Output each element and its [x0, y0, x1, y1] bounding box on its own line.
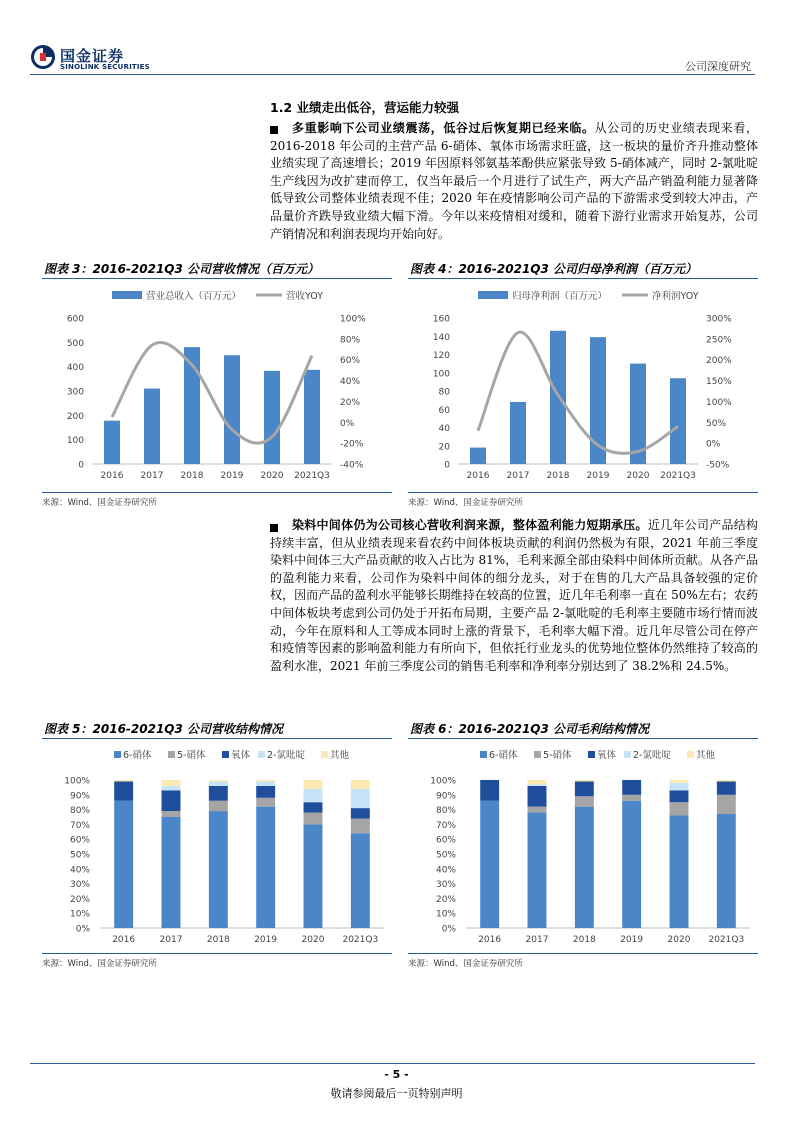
y-left-tick-label: 20: [438, 442, 450, 453]
y-tick-label: 0%: [75, 924, 90, 935]
y-tick-label: 0%: [441, 924, 456, 935]
bar-segment-2016: [114, 780, 133, 781]
legend-swatch: [588, 751, 595, 758]
y-left-tick-label: 600: [66, 314, 84, 325]
y-tick-label: 90%: [435, 791, 456, 802]
legend-label: 6-硝体: [123, 750, 152, 761]
figure-3-source: 来源：Wind、国金证券研究所: [42, 492, 392, 508]
bar-segment-2017: [528, 784, 547, 785]
y-tick-label: 20%: [435, 894, 456, 905]
x-tick-label: 2020: [301, 935, 325, 945]
x-tick-label: 2021Q3: [294, 471, 330, 481]
legend-label: 6-硝体: [489, 750, 518, 761]
figure-4-chart: [408, 282, 758, 490]
x-tick-label: 2019: [586, 471, 610, 481]
bar-segment-2018: [575, 807, 594, 928]
bar-segment-2021Q3: [351, 818, 370, 833]
y-tick-label: 30%: [69, 880, 90, 891]
y-right-tick-label: 0%: [340, 418, 355, 429]
y-right-tick-label: 250%: [706, 335, 732, 346]
bar-2021Q3: [670, 378, 686, 464]
bar-segment-2020: [304, 813, 323, 825]
x-tick-label: 2016: [478, 935, 502, 945]
y-tick-label: 50%: [435, 850, 456, 861]
x-tick-label: 2020: [667, 935, 691, 945]
x-tick-label: 2016: [466, 471, 490, 481]
y-left-tick-label: 100: [66, 436, 84, 447]
paragraph-structure: [270, 517, 758, 675]
y-tick-label: 100%: [430, 776, 456, 787]
x-tick-label: 2021Q3: [708, 935, 745, 945]
y-right-tick-label: 150%: [706, 377, 732, 388]
footer-divider: [30, 1063, 755, 1064]
x-tick-label: 2017: [140, 471, 164, 481]
bar-segment-2021Q3: [717, 814, 736, 928]
bar-segment-2017: [528, 786, 547, 807]
y-right-tick-label: 300%: [706, 314, 732, 325]
x-tick-label: 2018: [180, 471, 204, 481]
bar-2017: [144, 389, 160, 464]
bar-segment-2019: [256, 798, 275, 807]
legend-swatch: [534, 751, 541, 758]
bar-segment-2019: [622, 795, 641, 801]
x-tick-label: 2016: [112, 935, 136, 945]
figure-6-source: 来源：Wind、国金证券研究所: [408, 953, 758, 969]
bar-2016: [470, 448, 486, 464]
y-right-tick-label: 40%: [340, 377, 361, 388]
bar-2016: [104, 421, 120, 464]
bar-segment-2019: [256, 781, 275, 785]
y-tick-label: 80%: [435, 806, 456, 817]
paragraph-lead: 多重影响下公司业绩震荡，低谷过后恢复期已经来临。: [292, 121, 595, 135]
x-tick-label: 2020: [626, 471, 650, 481]
bar-segment-2021Q3: [351, 780, 370, 789]
x-tick-label: 2019: [220, 471, 244, 481]
y-tick-label: 40%: [435, 865, 456, 876]
y-left-tick-label: 40: [438, 424, 450, 434]
bar-segment-2019: [622, 801, 641, 928]
legend-label: 其他: [696, 750, 716, 761]
y-left-tick-label: 0: [444, 460, 450, 471]
legend-label: 2-氯吡啶: [267, 750, 305, 761]
y-tick-label: 10%: [435, 909, 456, 920]
logo-text-cn: 国金证券: [60, 47, 125, 65]
legend-swatch: [687, 751, 694, 758]
y-left-tick-label: 200: [66, 411, 84, 422]
legend-label-line: 营收YOY: [286, 291, 324, 302]
x-tick-label: 2020: [260, 471, 284, 481]
bar-segment-2019: [622, 780, 641, 795]
y-right-tick-label: 60%: [340, 356, 361, 367]
bar-segment-2021Q3: [351, 808, 370, 818]
page-number: - 5 -: [384, 1068, 409, 1081]
y-left-tick-label: 160: [432, 314, 450, 325]
legend-swatch: [258, 751, 265, 758]
legend-label: 5-硝体: [543, 750, 572, 761]
bar-segment-2017: [162, 811, 181, 817]
y-right-tick-label: -20%: [340, 439, 364, 450]
figure-4-source: 来源：Wind、国金证券研究所: [408, 492, 758, 508]
bar-segment-2018: [575, 796, 594, 806]
paragraph-performance: [270, 120, 758, 243]
x-tick-label: 2018: [546, 471, 570, 481]
figure-3-chart: [42, 282, 392, 490]
x-tick-label: 2017: [159, 935, 183, 945]
figure-5-chart: [42, 742, 392, 950]
figure-5-source: 来源：Wind、国金证券研究所: [42, 953, 392, 969]
bar-segment-2020: [670, 783, 689, 790]
bar-segment-2021Q3: [717, 780, 736, 781]
y-left-tick-label: 0: [78, 460, 84, 471]
bar-segment-2020: [304, 802, 323, 812]
x-tick-label: 2016: [100, 471, 124, 481]
y-left-tick-label: 300: [66, 387, 84, 398]
bar-segment-2017: [162, 790, 181, 811]
x-tick-label: 2017: [525, 935, 549, 945]
bar-segment-2020: [304, 780, 323, 789]
y-right-tick-label: 0%: [706, 439, 721, 450]
bar-segment-2020: [670, 816, 689, 928]
bar-segment-2016: [480, 780, 499, 801]
bar-segment-2017: [528, 780, 547, 784]
section-title: 1.2 业绩走出低谷，营运能力较强: [270, 100, 459, 115]
paragraph-lead: 染料中间体仍为公司核心营收利润来源，整体盈利能力短期承压。: [292, 518, 648, 532]
y-right-tick-label: 80%: [340, 335, 361, 346]
bar-segment-2020: [670, 780, 689, 783]
legend-swatch-bar: [112, 291, 142, 299]
y-tick-label: 30%: [435, 880, 456, 891]
y-right-tick-label: 200%: [706, 356, 732, 367]
y-left-tick-label: 400: [66, 363, 84, 374]
bar-segment-2017: [162, 817, 181, 928]
bar-segment-2016: [480, 801, 499, 928]
x-tick-label: 2019: [254, 935, 278, 945]
y-tick-label: 40%: [69, 865, 90, 876]
bar-segment-2017: [162, 780, 181, 786]
bar-2020: [264, 371, 280, 464]
legend-swatch: [222, 751, 229, 758]
y-tick-label: 60%: [435, 835, 456, 846]
legend-label-bar: 营业总收入（百万元）: [146, 291, 242, 302]
legend-label: 氧体: [597, 750, 617, 761]
legend-label-bar: 归母净利润（百万元）: [512, 291, 608, 302]
y-left-tick-label: 500: [66, 338, 84, 349]
figure-3-title: 图表 3：2016-2021Q3 公司营收情况（百万元）: [42, 258, 392, 279]
y-tick-label: 50%: [69, 850, 90, 861]
bar-segment-2019: [256, 780, 275, 781]
bar-segment-2019: [256, 807, 275, 928]
yoy-line: [478, 332, 678, 453]
bar-segment-2021Q3: [717, 781, 736, 794]
y-right-tick-label: 100%: [706, 397, 732, 408]
legend-swatch: [480, 751, 487, 758]
bar-segment-2018: [209, 786, 228, 801]
y-tick-label: 60%: [69, 835, 90, 846]
legend-swatch: [114, 751, 121, 758]
x-tick-label: 2018: [206, 935, 230, 945]
y-left-tick-label: 80: [438, 387, 450, 398]
x-tick-label: 2021Q3: [342, 935, 379, 945]
paragraph-body: 近几年公司产品结构持续丰富，但从业绩表现来看农药中间体板块贡献的利润仍然极为有限，2021 年前三季度染料中间体三大产品贡献的收入占比为 81%，毛利来源全部由染料中间体所贡献。从各产品的盈利能力来看，公司作为染料中间体的细分龙头，对于在售的几大产品具备较强的定价权，因而产品的盈利水平能够长期维持在较高的位置，近几年毛利率一直在 50%左右；农药中间体板块考虑到公司仍处于开拓布局期，主要产品 2-氯吡啶的毛利率主要随市场行情而波动，今年在原料和人工等成本同时上涨的背景下，毛利率大幅下滑。近几年尽管公司在停产和疫情等因素的影响盈利能力有所向下，但依托行业龙头的优势地位整体仍然维持了较高的盈利水准，2021 年前三季度公司的销售毛利率和净利率分别达到了 38.2%和 24.5%。: [270, 518, 758, 673]
bar-segment-2020: [670, 790, 689, 802]
bar-segment-2020: [670, 802, 689, 815]
bar-segment-2019: [256, 786, 275, 798]
logo-mark-icon: [30, 44, 56, 70]
disclaimer-note: 敬请参阅最后一页特别声明: [330, 1087, 463, 1100]
legend-swatch-bar: [478, 291, 508, 299]
legend-swatch: [321, 751, 328, 758]
bar-segment-2017: [528, 813, 547, 928]
bar-segment-2021Q3: [351, 789, 370, 808]
y-tick-label: 20%: [69, 894, 90, 905]
figure-4-title: 图表 4：2016-2021Q3 公司归母净利润（百万元）: [408, 258, 758, 279]
legend-label: 2-氯吡啶: [633, 750, 671, 761]
legend-swatch: [168, 751, 175, 758]
bar-segment-2021Q3: [351, 833, 370, 928]
bar-segment-2018: [575, 780, 594, 781]
y-tick-label: 70%: [435, 820, 456, 831]
y-right-tick-label: 100%: [340, 314, 366, 325]
company-logo: [30, 44, 160, 76]
bar-segment-2017: [162, 786, 181, 790]
y-tick-label: 100%: [64, 776, 90, 787]
bar-2019: [224, 355, 240, 464]
legend-label: 氧体: [231, 750, 251, 761]
y-right-tick-label: 50%: [706, 418, 727, 429]
x-tick-label: 2019: [620, 935, 644, 945]
bar-segment-2016: [114, 801, 133, 928]
bar-segment-2018: [209, 801, 228, 811]
yoy-line: [112, 342, 312, 443]
bar-segment-2020: [304, 789, 323, 802]
bar-segment-2018: [575, 781, 594, 796]
y-right-tick-label: -40%: [340, 460, 364, 471]
y-tick-label: 10%: [69, 909, 90, 920]
y-tick-label: 90%: [69, 791, 90, 802]
y-tick-label: 70%: [69, 820, 90, 831]
y-left-tick-label: 120: [432, 351, 450, 361]
figure-5-title: 图表 5：2016-2021Q3 公司营收结构情况: [42, 718, 392, 739]
legend-swatch: [624, 751, 631, 758]
x-tick-label: 2017: [506, 471, 530, 481]
bar-segment-2017: [528, 807, 547, 813]
bar-2021Q3: [304, 370, 320, 464]
legend-label: 其他: [330, 750, 350, 761]
legend-label-line: 净利润YOY: [652, 291, 699, 302]
bar-segment-2020: [304, 824, 323, 928]
bar-2017: [510, 402, 526, 464]
x-tick-label: 2018: [572, 935, 596, 945]
bar-segment-2016: [114, 781, 133, 800]
y-left-tick-label: 100: [432, 369, 450, 380]
y-right-tick-label: 20%: [340, 397, 361, 408]
y-right-tick-label: -50%: [706, 460, 730, 471]
figure-6-chart: [408, 742, 758, 950]
paragraph-body: 从公司的历史业绩表现来看，2016-2018 年公司的主营产品 6-硝体、氧体市场需求旺盛，这一板块的量价齐升推动整体业绩实现了高速增长；2019 年因原料邻氨基苯酚供应紧张导致 5-硝体减产，同时 2-氯吡啶生产线因为改扩建而停工，仅当年最后一个月进行了试生产，两大产品产销盈利能力显著降低导致公司整体业绩表现不佳；2020 年在疫情影响公司产品的下游需求受到较大冲击，产品量价齐跌导致业绩大幅下滑。今年以来疫情相对缓和，随着下游行业需求开始复苏，公司产销情况和利润表现均开始向好。: [270, 121, 758, 241]
bar-segment-2018: [209, 780, 228, 781]
x-tick-label: 2021Q3: [660, 471, 696, 481]
figure-6-title: 图表 6：2016-2021Q3 公司毛利结构情况: [408, 718, 758, 739]
header-divider: [30, 74, 755, 75]
bar-segment-2021Q3: [717, 795, 736, 814]
y-left-tick-label: 60: [438, 405, 450, 416]
bar-segment-2018: [209, 811, 228, 928]
y-left-tick-label: 140: [432, 332, 450, 343]
y-tick-label: 80%: [69, 806, 90, 817]
document-type: 公司深度研究: [685, 60, 751, 73]
logo-text-en: SINOLINK SECURITIES: [60, 63, 150, 71]
legend-label: 5-硝体: [177, 750, 206, 761]
bar-segment-2018: [209, 781, 228, 785]
